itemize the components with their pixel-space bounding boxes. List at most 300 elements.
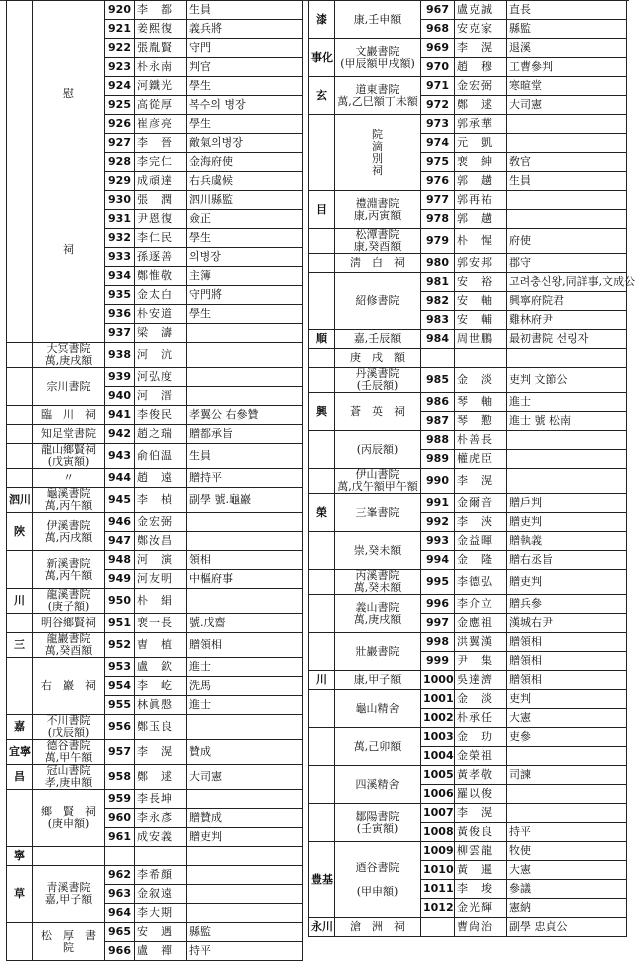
institution-cell: 滄 洲 祠 <box>335 918 421 937</box>
number-cell: 984 <box>421 330 455 349</box>
number-cell: 1012 <box>421 899 455 918</box>
number-cell <box>105 847 135 866</box>
entry-row <box>309 229 627 254</box>
title-cell: 守門將 <box>187 286 303 305</box>
person-name-cell: 元 凱 <box>455 134 507 153</box>
region-cell: 寧 <box>7 847 33 866</box>
region-cell <box>309 431 335 469</box>
number-cell: 949 <box>105 570 135 589</box>
number-cell: 955 <box>105 696 135 715</box>
title-cell: 號.戊齋 <box>187 614 303 633</box>
number-cell: 1000 <box>421 671 455 690</box>
number-cell: 968 <box>421 20 455 39</box>
institution-cell: 知足堂書院 <box>33 425 105 444</box>
title-cell: 司諫 <box>507 766 627 785</box>
entry-row <box>309 254 627 273</box>
entry-row <box>309 633 627 652</box>
person-name-cell: 梁 濤 <box>135 324 187 343</box>
institution-cell: 迺谷書院 (甲申額) <box>335 842 421 918</box>
region-cell: 川 <box>309 671 335 690</box>
number-cell: 959 <box>105 790 135 809</box>
title-cell: 贈吏判 <box>507 513 627 532</box>
number-cell: 992 <box>421 513 455 532</box>
entry-row <box>309 368 627 393</box>
person-name-cell: 朴永南 <box>135 58 187 77</box>
title-cell: 主簿 <box>187 267 303 286</box>
title-cell: 寒暄堂 <box>507 77 627 96</box>
number-cell: 980 <box>421 254 455 273</box>
title-cell: 孝翼公 右參贊 <box>187 406 303 425</box>
title-cell: 右兵虞候 <box>187 172 303 191</box>
institution-cell: 鄉 賢 祠 (庚申額) <box>33 790 105 847</box>
title-cell <box>187 532 303 551</box>
person-name-cell: 李俊民 <box>135 406 187 425</box>
person-name-cell: 琴 懃 <box>455 412 507 431</box>
person-name-cell: 金榮祖 <box>455 747 507 766</box>
number-cell: 962 <box>105 866 135 885</box>
institution-cell: 龍巖書院 萬,癸酉額 <box>33 633 105 658</box>
person-name-cell: 李 滉 <box>455 39 507 58</box>
number-cell: 922 <box>105 39 135 58</box>
region-cell: 草 <box>7 866 33 923</box>
title-cell <box>187 343 303 368</box>
title-cell: 領相 <box>187 551 303 570</box>
region-cell: 興 <box>309 393 335 431</box>
title-cell: 贈領相 <box>507 652 627 671</box>
number-cell: 956 <box>105 715 135 740</box>
person-name-cell: 金 淡 <box>455 690 507 709</box>
region-cell <box>309 570 335 595</box>
institution-cell: 松潭書院 康,癸酉額 <box>335 229 421 254</box>
institution-cell: 院 滴 別 祠 <box>335 115 421 191</box>
person-name-cell: 李 滉 <box>455 804 507 823</box>
title-cell: 府使 <box>507 229 627 254</box>
title-cell: 郡守 <box>507 254 627 273</box>
person-name-cell: 安 裕 <box>455 273 507 292</box>
person-name-cell: 李介立 <box>455 595 507 614</box>
entry-row <box>309 671 627 690</box>
number-cell: 1011 <box>421 880 455 899</box>
person-name-cell: 孫逐善 <box>135 248 187 267</box>
institution-cell: 右 巖 祠 <box>33 658 105 715</box>
number-cell: 920 <box>105 1 135 20</box>
institution-cell: 不川書院 (戊辰額) <box>33 715 105 740</box>
person-name-cell: 李永彥 <box>135 809 187 828</box>
institution-cell: 冠山書院 孝,庚申額 <box>33 765 105 790</box>
entry-row <box>309 77 627 96</box>
region-cell: 昌 <box>7 765 33 790</box>
title-cell <box>507 431 627 450</box>
person-name-cell: 張胤賢 <box>135 39 187 58</box>
title-cell: 進士 <box>187 658 303 677</box>
region-cell <box>309 349 335 368</box>
region-cell <box>309 229 335 254</box>
number-cell: 978 <box>421 210 455 229</box>
person-name-cell: 河 演 <box>135 551 187 570</box>
institution-cell: 康,甲子額 <box>335 671 421 690</box>
person-name-cell: 成安義 <box>135 828 187 847</box>
number-cell: 925 <box>105 96 135 115</box>
person-name-cell: 金光輝 <box>455 899 507 918</box>
title-cell: 副學 忠貞公 <box>507 918 627 937</box>
title-cell <box>187 324 303 343</box>
person-name-cell: 安 遇 <box>135 923 187 942</box>
title-cell <box>187 387 303 406</box>
person-name-cell: 琴 軸 <box>455 393 507 412</box>
person-name-cell: 安克家 <box>455 20 507 39</box>
person-name-cell: 鄭惟敬 <box>135 267 187 286</box>
region-cell: 宜寧 <box>7 740 33 765</box>
entry-row <box>7 923 303 942</box>
title-cell: 進士 <box>507 393 627 412</box>
person-name-cell: 柳雲龍 <box>455 842 507 861</box>
number-cell: 927 <box>105 134 135 153</box>
number-cell: 989 <box>421 450 455 469</box>
region-cell <box>7 790 33 847</box>
person-name-cell: 安 軸 <box>455 292 507 311</box>
region-cell <box>7 425 33 444</box>
title-cell <box>187 715 303 740</box>
number-cell: 944 <box>105 469 135 488</box>
entry-row <box>309 570 627 595</box>
number-cell: 967 <box>421 1 455 20</box>
title-cell: 持平 <box>507 823 627 842</box>
title-cell: 贈兵參 <box>507 595 627 614</box>
title-cell: 의병장 <box>187 248 303 267</box>
region-cell <box>309 469 335 494</box>
number-cell: 964 <box>105 904 135 923</box>
number-cell: 929 <box>105 172 135 191</box>
person-name-cell: 金 玏 <box>455 728 507 747</box>
number-cell: 1007 <box>421 804 455 823</box>
number-cell: 999 <box>421 652 455 671</box>
person-name-cell: 趙之瑞 <box>135 425 187 444</box>
region-cell: 豊基 <box>309 842 335 918</box>
number-cell: 981 <box>421 273 455 292</box>
number-cell: 994 <box>421 551 455 570</box>
institution-cell: 伊溪書院 萬,丙戌額 <box>33 513 105 551</box>
entry-row <box>7 866 303 885</box>
title-cell: 退溪 <box>507 39 627 58</box>
person-name-cell: 李 楨 <box>135 488 187 513</box>
person-name-cell: 盧 欽 <box>135 658 187 677</box>
number-cell: 1005 <box>421 766 455 785</box>
region-cell <box>309 690 335 728</box>
entry-row <box>309 115 627 134</box>
entry-row <box>7 658 303 677</box>
entry-row <box>309 191 627 210</box>
number-cell: 943 <box>105 444 135 469</box>
person-name-cell <box>455 349 507 368</box>
person-name-cell: 朴安道 <box>135 305 187 324</box>
person-name-cell: 李 晉 <box>135 134 187 153</box>
title-cell <box>187 589 303 614</box>
title-cell: 工曹參判 <box>507 58 627 77</box>
number-cell: 935 <box>105 286 135 305</box>
number-cell: 923 <box>105 58 135 77</box>
institution-cell <box>33 847 105 866</box>
number-cell: 939 <box>105 368 135 387</box>
entry-row <box>7 1 303 20</box>
number-cell: 952 <box>105 633 135 658</box>
entry-row <box>7 406 303 425</box>
title-cell: 贈戶判 <box>507 494 627 513</box>
institution-cell: 萬,己卯額 <box>335 728 421 766</box>
person-name-cell: 鄭 逑 <box>135 765 187 790</box>
title-cell: 吏判 <box>507 690 627 709</box>
person-name-cell: 李 滉 <box>135 740 187 765</box>
institution-cell: 崇,癸未額 <box>335 532 421 570</box>
title-cell: 贈右丞旨 <box>507 551 627 570</box>
number-cell: 972 <box>421 96 455 115</box>
person-name-cell: 金 隆 <box>455 551 507 570</box>
region-cell: 漆 <box>309 1 335 39</box>
institution-cell: 龜山精舍 <box>335 690 421 728</box>
region-cell <box>7 658 33 715</box>
number-cell: 997 <box>421 614 455 633</box>
person-name-cell: 姜熙復 <box>135 20 187 39</box>
title-cell: 判官 <box>187 58 303 77</box>
number-cell: 993 <box>421 532 455 551</box>
title-cell <box>187 866 303 885</box>
title-cell: 學生 <box>187 115 303 134</box>
region-cell <box>7 923 33 961</box>
number-cell: 987 <box>421 412 455 431</box>
person-name-cell: 李大期 <box>135 904 187 923</box>
person-name-cell: 李完仁 <box>135 153 187 172</box>
number-cell: 931 <box>105 210 135 229</box>
title-cell: 贈持平 <box>187 469 303 488</box>
institution-cell: 德谷書院 萬,甲午額 <box>33 740 105 765</box>
number-cell <box>421 349 455 368</box>
entry-row <box>7 551 303 570</box>
entry-row <box>309 431 627 450</box>
title-cell: 學生 <box>187 229 303 248</box>
number-cell: 945 <box>105 488 135 513</box>
person-name-cell: 黃 暹 <box>455 861 507 880</box>
institution-cell: 松 厚 書 院 <box>33 923 105 961</box>
region-cell <box>309 254 335 273</box>
region-cell: 三 <box>7 633 33 658</box>
institution-cell: 義山書院 萬,庚戌額 <box>335 595 421 633</box>
title-cell: 贈領相 <box>507 671 627 690</box>
title-cell <box>507 115 627 134</box>
institution-cell: (丙辰額) <box>335 431 421 469</box>
title-cell <box>507 450 627 469</box>
institution-cell: 丙溪書院 萬,癸未額 <box>335 570 421 595</box>
region-cell <box>309 115 335 191</box>
number-cell: 937 <box>105 324 135 343</box>
institution-cell: 大冥書院 萬,庚戌額 <box>33 343 105 368</box>
title-cell: 贈執義 <box>507 532 627 551</box>
title-cell: 生員 <box>187 1 303 20</box>
entry-row <box>309 842 627 861</box>
person-name-cell: 高從厚 <box>135 96 187 115</box>
number-cell: 990 <box>421 469 455 494</box>
entry-row <box>309 39 627 58</box>
person-name-cell: 鄭 逑 <box>455 96 507 115</box>
number-cell: 979 <box>421 229 455 254</box>
person-name-cell: 朴 絹 <box>135 589 187 614</box>
institution-cell: 紹修書院 <box>335 273 421 330</box>
number-cell: 998 <box>421 633 455 652</box>
person-name-cell: 朴善長 <box>455 431 507 450</box>
person-name-cell: 李希顔 <box>135 866 187 885</box>
title-cell: 吏判 文節公 <box>507 368 627 393</box>
region-cell: 嘉 <box>7 715 33 740</box>
person-name-cell: 河友明 <box>135 570 187 589</box>
institution-cell: 蒼 英 祠 <box>335 393 421 431</box>
title-cell: 最初書院 선링자 <box>507 330 627 349</box>
number-cell: 1001 <box>421 690 455 709</box>
person-name-cell: 鄭玉良 <box>135 715 187 740</box>
title-cell: 縣監 <box>187 923 303 942</box>
person-name-cell: 河鐵光 <box>135 77 187 96</box>
number-cell: 973 <box>421 115 455 134</box>
person-name-cell: 金宏弼 <box>135 513 187 532</box>
number-cell: 960 <box>105 809 135 828</box>
region-cell <box>309 633 335 671</box>
institution-cell: 淸 白 祠 <box>335 254 421 273</box>
region-cell <box>7 551 33 589</box>
region-cell <box>7 1 33 343</box>
institution-cell: 三峯書院 <box>335 494 421 532</box>
number-cell: 975 <box>421 153 455 172</box>
entry-row <box>7 469 303 488</box>
region-cell <box>7 444 33 469</box>
entry-row <box>7 614 303 633</box>
number-cell: 985 <box>421 368 455 393</box>
title-cell <box>187 904 303 923</box>
number-cell: 971 <box>421 77 455 96</box>
number-cell: 996 <box>421 595 455 614</box>
title-cell: 贈贊成 <box>187 809 303 828</box>
number-cell: 969 <box>421 39 455 58</box>
institution-cell: 宗川書院 <box>33 368 105 406</box>
title-cell: 憲納 <box>507 899 627 918</box>
region-cell: 順 <box>309 330 335 349</box>
entry-row <box>7 425 303 444</box>
entry-row <box>309 494 627 513</box>
title-cell: 贈吏判 <box>187 828 303 847</box>
title-cell: 生員 <box>187 444 303 469</box>
number-cell: 1009 <box>421 842 455 861</box>
person-name-cell: 金 淡 <box>455 368 507 393</box>
number-cell: 982 <box>421 292 455 311</box>
number-cell: 953 <box>105 658 135 677</box>
title-cell: 持平 <box>187 942 303 961</box>
entry-row <box>7 488 303 513</box>
number-cell: 995 <box>421 570 455 595</box>
person-name-cell: 金爾音 <box>455 494 507 513</box>
number-cell: 1002 <box>421 709 455 728</box>
person-name-cell: 趙 穆 <box>455 58 507 77</box>
person-name-cell: 金太白 <box>135 286 187 305</box>
person-name-cell: 黃俊良 <box>455 823 507 842</box>
institution-cell: 新溪書院 萬,丙午額 <box>33 551 105 589</box>
title-cell <box>507 349 627 368</box>
number-cell: 976 <box>421 172 455 191</box>
person-name-cell: 趙 遠 <box>135 469 187 488</box>
number-cell: 947 <box>105 532 135 551</box>
person-name-cell: 俞伯温 <box>135 444 187 469</box>
title-cell: 守門 <box>187 39 303 58</box>
person-name-cell: 鄭汝昌 <box>135 532 187 551</box>
institution-cell: 嘉,壬辰額 <box>335 330 421 349</box>
entry-row <box>309 595 627 614</box>
title-cell <box>187 847 303 866</box>
region-cell <box>7 368 33 406</box>
region-cell: 川 <box>7 589 33 614</box>
title-cell <box>507 747 627 766</box>
entry-row <box>7 513 303 532</box>
entry-row <box>7 715 303 740</box>
person-name-cell: 金宏弼 <box>455 77 507 96</box>
title-cell: 大司憲 <box>507 96 627 115</box>
title-cell: 泗川縣監 <box>187 191 303 210</box>
entry-row <box>7 343 303 368</box>
person-name-cell: 李 浹 <box>455 513 507 532</box>
person-name-cell: 李 都 <box>135 1 187 20</box>
institution-cell: 靑溪書院 嘉,甲子額 <box>33 866 105 923</box>
entry-row <box>309 469 627 494</box>
number-cell: 933 <box>105 248 135 267</box>
entry-row <box>7 633 303 658</box>
person-name-cell: 崔彦亮 <box>135 115 187 134</box>
person-name-cell: 朴 惺 <box>455 229 507 254</box>
title-cell: 中樞府事 <box>187 570 303 589</box>
person-name-cell: 郭 趪 <box>455 210 507 229</box>
number-cell: 974 <box>421 134 455 153</box>
institution-cell: 鄒陽書院 (壬寅額) <box>335 804 421 842</box>
region-cell <box>7 614 33 633</box>
title-cell: 副學 號.龜巖 <box>187 488 303 513</box>
title-cell <box>187 368 303 387</box>
institution-cell: 伊山書院 萬,戊午額甲午額 <box>335 469 421 494</box>
title-cell: 大司憲 <box>187 765 303 790</box>
number-cell: 926 <box>105 115 135 134</box>
person-name-cell: 郭承華 <box>455 115 507 134</box>
region-cell: 目 <box>309 191 335 229</box>
institution-cell: 禮淵書院 康,丙寅額 <box>335 191 421 229</box>
title-cell: 生員 <box>507 172 627 191</box>
title-cell: 贈領相 <box>507 633 627 652</box>
person-name-cell: 朴承任 <box>455 709 507 728</box>
entry-row <box>7 765 303 790</box>
person-name-cell: 郭再祐 <box>455 191 507 210</box>
entry-row <box>309 690 627 709</box>
number-cell: 988 <box>421 431 455 450</box>
person-name-cell: 李 埈 <box>455 880 507 899</box>
title-cell <box>187 513 303 532</box>
person-name-cell: 曹尙治 <box>455 918 507 937</box>
person-name-cell: 尹 集 <box>455 652 507 671</box>
person-name-cell: 李長坤 <box>135 790 187 809</box>
institution-cell: 丹溪書院 (壬辰額) <box>335 368 421 393</box>
person-name-cell: 曺 植 <box>135 633 187 658</box>
title-cell <box>507 134 627 153</box>
title-cell: 洗馬 <box>187 677 303 696</box>
person-name-cell: 裵一長 <box>135 614 187 633</box>
person-name-cell: 權虎臣 <box>455 450 507 469</box>
entry-row <box>7 847 303 866</box>
region-cell: 陜 <box>7 513 33 551</box>
right-column-table <box>308 0 635 937</box>
title-cell: 直長 <box>507 1 627 20</box>
region-cell: 事化 <box>309 39 335 77</box>
person-name-cell: 河弘度 <box>135 368 187 387</box>
region-cell: 榮 <box>309 494 335 532</box>
